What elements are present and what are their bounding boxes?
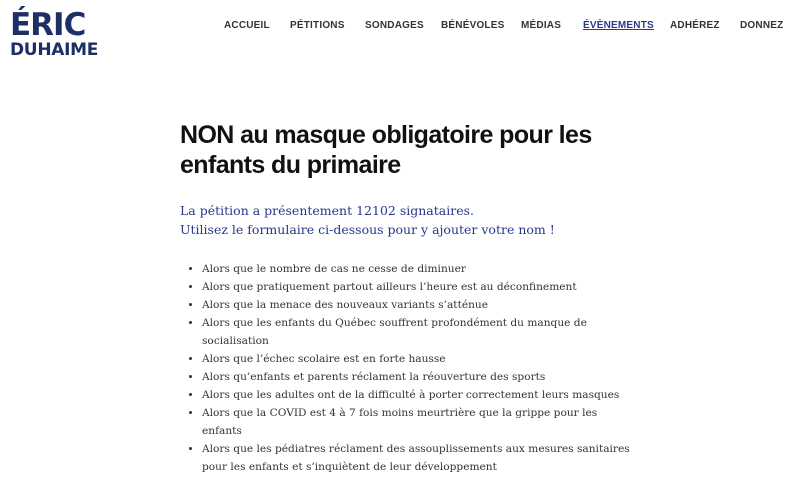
form-instruction-text: Utilisez le formulaire ci-dessous pour y ajouter votre nom ! <box>180 222 555 237</box>
list-item: • Alors que la COVID est 4 à 7 fois moins meurtrière que la grippe pour les enfants <box>202 404 630 440</box>
nav-item-petitions[interactable]: PÉTITIONS <box>290 20 345 31</box>
site-header <box>0 0 800 70</box>
list-item: • Alors que les enfants du Québec souffrent profondément du manque de socialisation <box>202 314 630 350</box>
list-item: • Alors que les pédiatres réclament des assouplissements aux mesures sanitaires pour les enfants et s’inquiètent de leur développement <box>202 440 630 476</box>
list-item: • Alors que l’échec scolaire est en forte hausse <box>202 350 630 368</box>
list-item: • Alors que les adultes ont de la difficulté à porter correctement leurs masques <box>202 386 630 404</box>
nav-item-accueil[interactable]: ACCUEIL <box>224 20 270 31</box>
logo-line-eric: ÉRIC <box>10 7 86 43</box>
nav-item-adherez[interactable]: ADHÉREZ <box>670 20 720 31</box>
nav-item-evenements[interactable]: ÉVÈNEMENTS <box>583 20 654 31</box>
reasons-list <box>180 260 630 476</box>
list-item: • Alors que pratiquement partout ailleurs l’heure est au déconfinement <box>202 278 630 296</box>
petition-intro <box>180 201 630 239</box>
main-nav <box>0 19 800 33</box>
page-title: NON au masque obligatoire pour les enfants du primaire <box>180 121 592 179</box>
petition-content <box>180 120 630 476</box>
list-item: • Alors qu’enfants et parents réclament la réouverture des sports <box>202 368 630 386</box>
nav-item-benevoles[interactable]: BÉNÉVOLES <box>441 20 505 31</box>
nav-item-medias[interactable]: MÉDIAS <box>521 20 562 31</box>
nav-item-sondages[interactable]: SONDAGES <box>365 20 424 31</box>
logo-line-duhaime: DUHAIME <box>10 40 99 60</box>
list-item: • Alors que la menace des nouveaux variants s’atténue <box>202 296 630 314</box>
nav-item-donnez[interactable]: DONNEZ <box>740 20 784 31</box>
list-item: • Alors que le nombre de cas ne cesse de diminuer <box>202 260 630 278</box>
signature-count-text: La pétition a présentement 12102 signataires. <box>180 203 474 218</box>
